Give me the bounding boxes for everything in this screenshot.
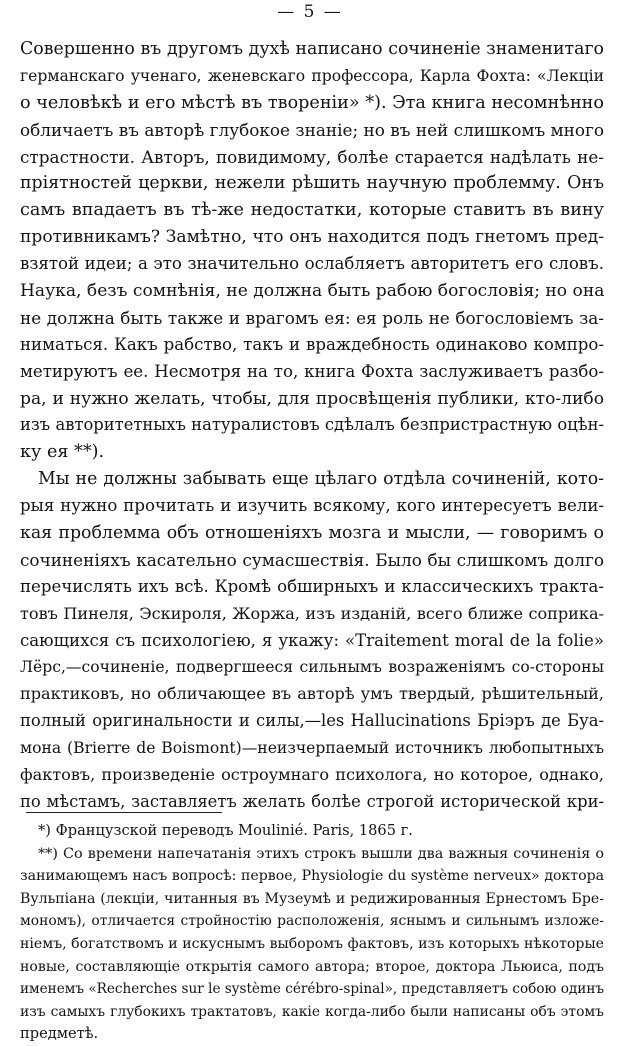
text-line: рыя нужно прочитать и изучить всякому, кого интересуетъ вели- xyxy=(20,496,604,516)
footnote-line: изъ самыхъ глубокихъ трактатовъ, какіе когда-либо были написаны объ этомъ xyxy=(20,1003,604,1020)
text-line: ра, и нужно желать, чтобы, для просвѣщенія публики, кто-либо xyxy=(20,388,604,409)
footnote-line: предметѣ. xyxy=(20,1025,99,1043)
footnote-separator xyxy=(26,812,222,813)
paragraph-start-line: Мы не должны забывать еще цѣлаго отдѣла сочиненій, кото- xyxy=(38,469,604,490)
text-line: мона (Brierre de Boismont)—неизчерпаемый источникъ любопытныхъ xyxy=(20,739,604,758)
footnote-line: новые, составляющіе открытія самого автора; второе, доктора Льюиса, подъ xyxy=(20,958,604,975)
text-line: пріятностей церкви, нежели рѣшить научную проблемму. Онъ xyxy=(20,173,604,194)
text-line: взятой идеи; а это значительно ослабляетъ авторитетъ его словъ. xyxy=(20,254,604,274)
footnote-line: *) Французской переводъ Moulinié. Paris, 1865 г. xyxy=(38,822,413,839)
text-line: о человѣкѣ и его мѣстѣ въ твореніи» *). Эта книга несомнѣнно xyxy=(20,92,604,113)
text-line: германскаго ученаго, женевскаго профессора, Карла Фохта: «Лекціи xyxy=(20,66,604,85)
text-line: страстности. Авторъ, повидимому, болѣе старается надѣлать не- xyxy=(20,146,604,167)
text-line: изъ авторитетныхъ натуралистовъ сдѣлалъ безпристрастную оцѣн- xyxy=(20,415,604,435)
text-line: самъ впадаетъ въ тѣ-же недостатки, которые ставитъ въ вину xyxy=(20,200,604,221)
page-number: — 5 — xyxy=(277,2,343,22)
text-line: Совершенно въ другомъ духѣ написано сочиненіе знаменитаго xyxy=(20,39,604,59)
text-line: метируютъ ее. Несмотря на то, книга Фохта заслуживаетъ разбо- xyxy=(20,361,604,381)
footnote-line: **) Со времени напечатанія этихъ строкъ вышли два важныя сочиненія о xyxy=(38,845,604,862)
text-line: кая проблемма объ отношеніяхъ мозга и мысли, — говоримъ о xyxy=(20,523,604,544)
text-line: перечислять ихъ всѣ. Кромѣ обширныхъ и классическихъ тракта- xyxy=(20,576,604,596)
footnotes xyxy=(20,820,604,1046)
text-line: по мѣстамъ, заставляетъ желать болѣе строгой исторической кри- xyxy=(20,791,604,811)
text-line: противникамъ? Замѣтно, что онъ находится подъ гнетомъ пред- xyxy=(20,227,604,248)
text-line: ку ея **). xyxy=(20,442,105,463)
text-line: обличаетъ въ авторѣ глубокое знаніе; но въ ней слишкомъ много xyxy=(20,119,604,140)
text-line: сающихся съ психологіею, я укажу: «Traitement moral de la folie» xyxy=(20,630,604,650)
text-line: практиковъ, но обличающее въ авторѣ умъ твердый, рѣшительный, xyxy=(20,684,604,704)
text-line: полный оригинальности и силы,—les Hallucinations Бріэръ де Буа- xyxy=(20,711,604,731)
text-line: Лёрс,—сочиненіе, подвергшееся сильнымъ возраженіямъ со-стороны xyxy=(20,658,604,677)
text-line: Наука, безъ сомнѣнія, не должна быть рабою богословія; но она xyxy=(20,281,604,302)
footnote-line: Вульпіана (лекціи, читанныя въ Музеумѣ и редижированныя Ернестомъ Бре- xyxy=(20,890,604,907)
footnote-line: именемъ «Recherches sur le système cérébro-spinal», представляетъ собою одинъ xyxy=(20,981,604,998)
text-line: не должна быть также и врагомъ ея: ея роль не богословіемъ за- xyxy=(20,307,604,328)
text-line: товъ Пинеля, Эскироля, Жоржа, изъ изданій, всего ближе соприка- xyxy=(20,603,604,623)
main-text xyxy=(20,36,604,816)
footnote-line: ніемъ, богатствомъ и искуснымъ выборомъ фактовъ, изъ которыхъ нѣкоторые xyxy=(20,935,604,952)
footnote-line: мономъ), отличается стройностію расположенія, яснымъ и сильнымъ изложе- xyxy=(20,913,604,930)
text-line: ниматься. Какъ рабство, такъ и враждебность одинаково компро- xyxy=(20,334,604,354)
text-line: сочиненіяхъ касательно сумасшествія. Было бы слишкомъ долго xyxy=(20,549,604,570)
text-line: фактовъ, произведеніе остроумнаго психолога, но которое, однако, xyxy=(20,765,604,785)
footnote-line: занимающемъ насъ вопросѣ: первое, Physiologie du système nerveux» доктора xyxy=(20,868,604,885)
